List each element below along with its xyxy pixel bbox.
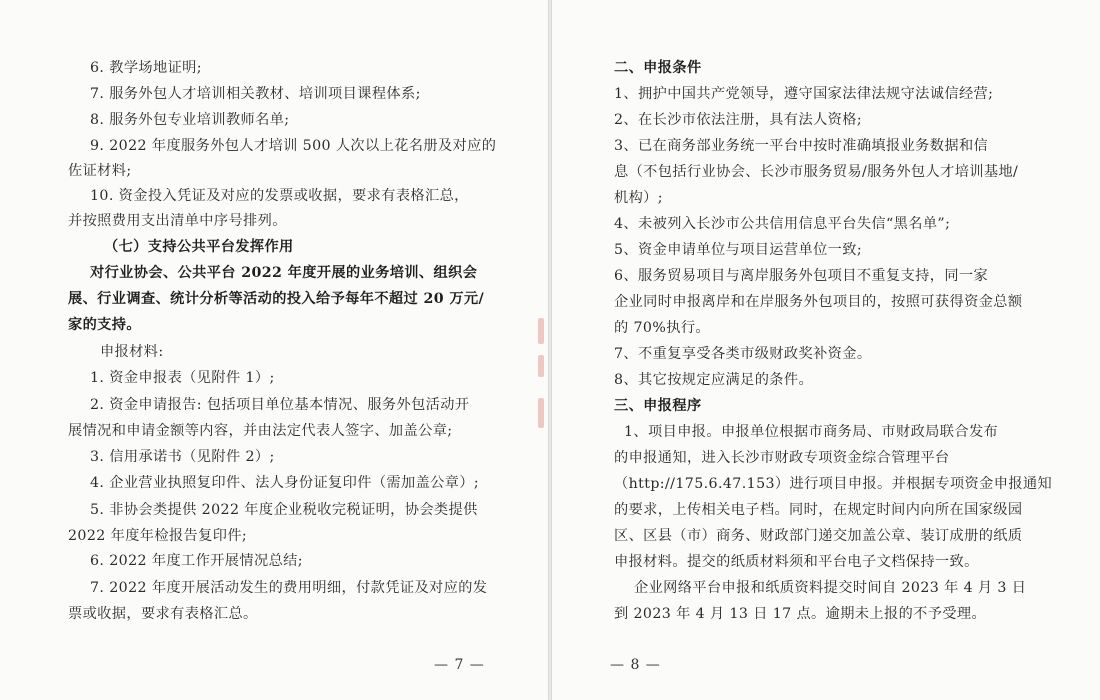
text-line: 2. 资金申请报告: 包括项目单位基本情况、服务外包活动开 <box>90 397 470 413</box>
text-line: 3. 信用承诺书（见附件 2）; <box>90 449 275 465</box>
text-line: 佐证材料; <box>68 163 132 179</box>
text-line: 机构）; <box>614 190 663 206</box>
heading-line: 对行业协会、公共平台 2022 年度开展的业务培训、组织会 <box>90 265 478 281</box>
text-line: 7. 服务外包人才培训相关教材、培训项目课程体系; <box>90 86 421 102</box>
text-line: 的申报通知，进入长沙市财政专项资金综合管理平台 <box>614 450 950 466</box>
text-line: 9. 2022 年度服务外包人才培训 500 人次以上花名册及对应的 <box>90 138 497 154</box>
text-line: 10. 资金投入凭证及对应的发票或收据，要求有表格汇总， <box>90 188 469 204</box>
text-line: 并按照费用支出清单中序号排列。 <box>68 213 287 229</box>
text-line: 6、服务贸易项目与离岸服务外包项目不重复支持，同一家 <box>614 268 989 284</box>
text-line: 的 70%执行。 <box>614 320 710 336</box>
text-line: 4. 企业营业执照复印件、法人身份证复印件（需加盖公章）; <box>90 475 480 491</box>
text-line: （http://175.6.47.153）进行项目申报。并根据专项资金申报通知 <box>614 476 1053 492</box>
text-line: 8、其它按规定应满足的条件。 <box>614 372 814 388</box>
heading-line: 二、申报条件 <box>614 60 702 76</box>
stamp-mark <box>538 355 544 377</box>
text-line: 2022 年度年检报告复印件; <box>68 528 248 544</box>
text-line: 申报材料。提交的纸质材料须和平台电子文档保持一致。 <box>614 554 979 570</box>
text-line: 5. 非协会类提供 2022 年度企业税收完税证明，协会类提供 <box>90 502 478 518</box>
page-number-7: — 7 — <box>434 657 485 673</box>
page-number-8: — 8 — <box>610 657 661 673</box>
text-line: 8. 服务外包专业培训教师名单; <box>90 112 290 128</box>
text-line: 企业网络平台申报和纸质资料提交时间自 2023 年 4 月 3 日 <box>634 580 1027 596</box>
text-line: 7. 2022 年度开展活动发生的费用明细，付款凭证及对应的发 <box>90 580 488 596</box>
text-line: 到 2023 年 4 月 13 日 17 点。逾期未上报的不予受理。 <box>614 606 987 622</box>
heading-line: 三、申报程序 <box>614 398 702 414</box>
text-line: 1. 资金申报表（见附件 1）; <box>90 370 275 386</box>
heading-line: （七）支持公共平台发挥作用 <box>104 239 294 255</box>
text-line: 申报材料: <box>100 344 164 360</box>
text-line: 企业同时申报离岸和在岸服务外包项目的，按照可获得资金总额 <box>614 294 1023 310</box>
text-line: 4、未被列入长沙市公共信用信息平台失信“黑名单”; <box>614 216 951 232</box>
stamp-mark <box>538 318 544 344</box>
text-line: 2、在长沙市依法注册，具有法人资格; <box>614 112 863 128</box>
heading-line: 家的支持。 <box>68 317 141 333</box>
text-line: 的要求，上传相关电子档。同时，在规定时间内向所在国家级园 <box>614 502 1023 518</box>
text-line: 息（不包括行业协会、长沙市服务贸易/服务外包人才培训基地/ <box>614 164 1019 180</box>
text-line: 3、已在商务部业务统一平台中按时准确填报业务数据和信 <box>614 138 989 154</box>
text-line: 区、区县（市）商务、财政部门递交加盖公章、装订成册的纸质 <box>614 528 1023 544</box>
page-7 <box>0 0 548 700</box>
heading-line: 展、行业调查、统计分析等活动的投入给予每年不超过 20 万元/ <box>68 291 485 307</box>
stamp-mark <box>538 398 544 428</box>
text-line: 6. 教学场地证明; <box>90 60 202 76</box>
text-line: 5、资金申请单位与项目运营单位一致; <box>614 242 863 258</box>
text-line: 展情况和申请金额等内容，并由法定代表人签字、加盖公章; <box>68 423 453 439</box>
text-line: 1、拥护中国共产党领导，遵守国家法律法规守法诚信经营; <box>614 86 994 102</box>
text-line: 1、项目申报。申报单位根据市商务局、市财政局联合发布 <box>624 424 999 440</box>
text-line: 6. 2022 年度工作开展情况总结; <box>90 553 303 569</box>
page-8 <box>552 0 1100 700</box>
text-line: 7、不重复享受各类市级财政奖补资金。 <box>614 346 872 362</box>
text-line: 票或收据，要求有表格汇总。 <box>68 606 258 622</box>
